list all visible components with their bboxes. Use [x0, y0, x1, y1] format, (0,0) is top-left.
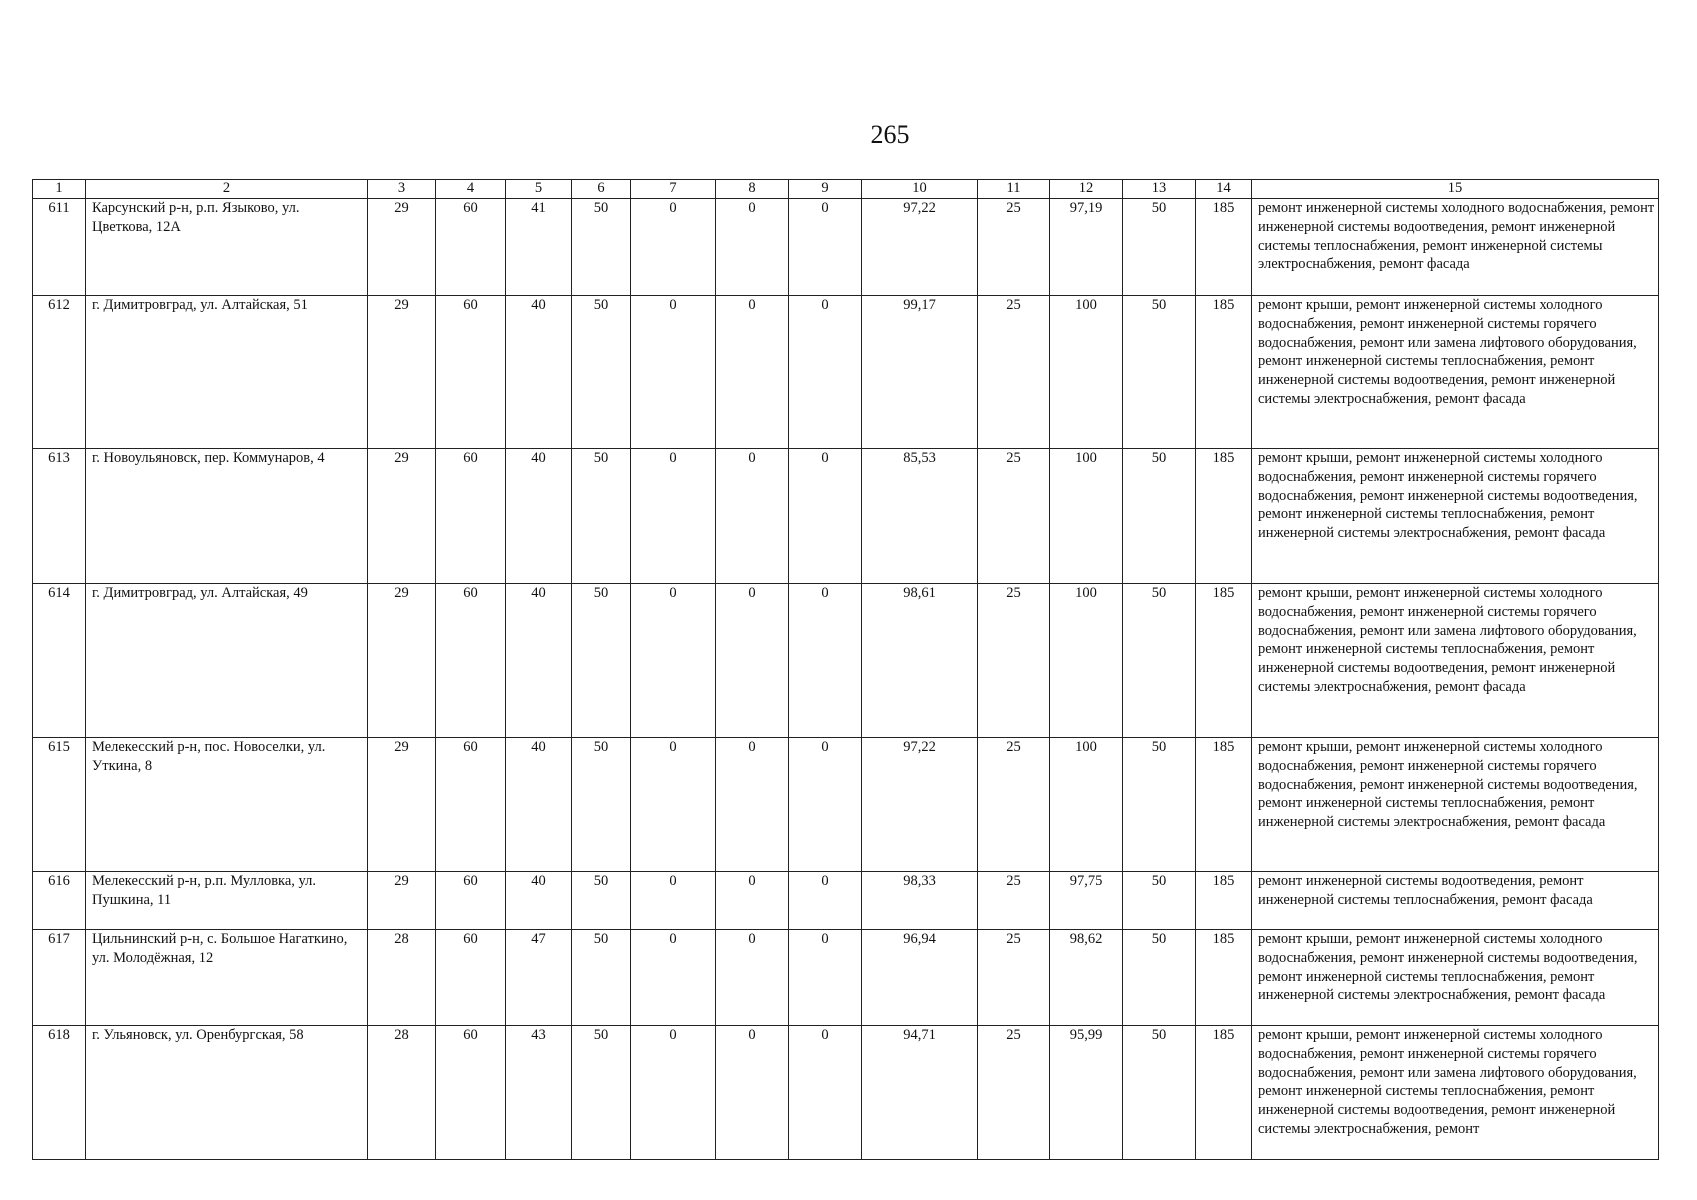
value-cell: 185 [1196, 872, 1252, 930]
value-cell: 29 [368, 296, 436, 449]
value-cell: 28 [368, 1026, 436, 1160]
work-description-cell: ремонт крыши, ремонт инженерной системы холодного водоснабжения, ремонт инженерной системы горячего водоснабжения, ремонт инженерной системы водоотведения, ремонт инженерной системы теплоснабжения, ремонт инженерной системы электроснабжения, ремонт фасада [1252, 449, 1659, 584]
value-cell: 0 [789, 449, 862, 584]
value-cell: 185 [1196, 199, 1252, 296]
value-cell: 50 [1123, 199, 1196, 296]
address-cell: г. Ульяновск, ул. Оренбургская, 58 [86, 1026, 368, 1160]
value-cell: 97,22 [862, 199, 978, 296]
column-header: 4 [436, 180, 506, 199]
value-cell: 97,19 [1050, 199, 1123, 296]
value-cell: 98,62 [1050, 930, 1123, 1026]
value-cell: 41 [506, 199, 572, 296]
value-cell: 96,94 [862, 930, 978, 1026]
page-number: 265 [870, 120, 910, 149]
value-cell: 185 [1196, 930, 1252, 1026]
column-header: 3 [368, 180, 436, 199]
address-cell: г. Димитровград, ул. Алтайская, 49 [86, 584, 368, 738]
header-row [33, 180, 1659, 199]
value-cell: 60 [436, 738, 506, 872]
work-description-cell: ремонт крыши, ремонт инженерной системы холодного водоснабжения, ремонт инженерной системы горячего водоснабжения, ремонт инженерной системы водоотведения, ремонт инженерной системы теплоснабжения, ремонт инженерной системы электроснабжения, ремонт фасада [1252, 738, 1659, 872]
column-header: 10 [862, 180, 978, 199]
table-row [33, 930, 1659, 1026]
address-cell: Цильнинский р-н, с. Большое Нагаткино, ул. Молодёжная, 12 [86, 930, 368, 1026]
value-cell: 50 [572, 584, 631, 738]
value-cell: 0 [631, 930, 716, 1026]
row-number-cell: 614 [33, 584, 86, 738]
value-cell: 40 [506, 449, 572, 584]
column-header: 7 [631, 180, 716, 199]
value-cell: 60 [436, 930, 506, 1026]
row-number-cell: 616 [33, 872, 86, 930]
value-cell: 50 [572, 738, 631, 872]
value-cell: 47 [506, 930, 572, 1026]
value-cell: 25 [978, 199, 1050, 296]
value-cell: 25 [978, 930, 1050, 1026]
value-cell: 0 [631, 1026, 716, 1160]
value-cell: 99,17 [862, 296, 978, 449]
value-cell: 0 [716, 199, 789, 296]
value-cell: 50 [572, 1026, 631, 1160]
value-cell: 50 [1123, 584, 1196, 738]
work-description-cell: ремонт крыши, ремонт инженерной системы холодного водоснабжения, ремонт инженерной системы горячего водоснабжения, ремонт или замена лифтового оборудования, ремонт инженерной системы теплоснабжения, ремонт инженерной системы водоотведения, ремонт инженерной системы электроснабжения, ремонт фасада [1252, 584, 1659, 738]
value-cell: 25 [978, 738, 1050, 872]
address-cell: г. Димитровград, ул. Алтайская, 51 [86, 296, 368, 449]
value-cell: 97,75 [1050, 872, 1123, 930]
work-description-cell: ремонт крыши, ремонт инженерной системы холодного водоснабжения, ремонт инженерной системы горячего водоснабжения, ремонт или замена лифтового оборудования, ремонт инженерной системы теплоснабжения, ремонт инженерной системы водоотведения, ремонт инженерной системы электроснабжения, ремонт фасада [1252, 296, 1659, 449]
work-description-cell: ремонт инженерной системы водоотведения, ремонт инженерной системы теплоснабжения, ремонт фасада [1252, 872, 1659, 930]
column-header: 14 [1196, 180, 1252, 199]
value-cell: 40 [506, 584, 572, 738]
value-cell: 50 [1123, 738, 1196, 872]
value-cell: 0 [789, 930, 862, 1026]
value-cell: 0 [716, 930, 789, 1026]
table-row [33, 449, 1659, 584]
row-number-cell: 617 [33, 930, 86, 1026]
value-cell: 60 [436, 296, 506, 449]
value-cell: 60 [436, 872, 506, 930]
value-cell: 25 [978, 584, 1050, 738]
value-cell: 0 [789, 872, 862, 930]
value-cell: 25 [978, 296, 1050, 449]
column-header: 13 [1123, 180, 1196, 199]
column-header: 2 [86, 180, 368, 199]
column-header: 1 [33, 180, 86, 199]
value-cell: 50 [572, 930, 631, 1026]
value-cell: 60 [436, 584, 506, 738]
column-header: 15 [1252, 180, 1659, 199]
value-cell: 28 [368, 930, 436, 1026]
value-cell: 0 [631, 738, 716, 872]
value-cell: 50 [1123, 872, 1196, 930]
address-cell: Карсунский р-н, р.п. Языково, ул. Цветкова, 12А [86, 199, 368, 296]
work-description-cell: ремонт инженерной системы холодного водоснабжения, ремонт инженерной системы водоотведения, ремонт инженерной системы теплоснабжения, ремонт инженерной системы электроснабжения, ремонт фасада [1252, 199, 1659, 296]
value-cell: 40 [506, 296, 572, 449]
value-cell: 0 [789, 296, 862, 449]
value-cell: 50 [1123, 1026, 1196, 1160]
value-cell: 0 [631, 296, 716, 449]
value-cell: 185 [1196, 584, 1252, 738]
table-row [33, 872, 1659, 930]
value-cell: 0 [789, 199, 862, 296]
column-header: 5 [506, 180, 572, 199]
value-cell: 0 [716, 1026, 789, 1160]
value-cell: 95,99 [1050, 1026, 1123, 1160]
value-cell: 29 [368, 872, 436, 930]
value-cell: 100 [1050, 296, 1123, 449]
column-header: 8 [716, 180, 789, 199]
value-cell: 98,33 [862, 872, 978, 930]
row-number-cell: 618 [33, 1026, 86, 1160]
column-header: 9 [789, 180, 862, 199]
value-cell: 60 [436, 199, 506, 296]
value-cell: 94,71 [862, 1026, 978, 1160]
table-row [33, 738, 1659, 872]
value-cell: 85,53 [862, 449, 978, 584]
value-cell: 0 [789, 738, 862, 872]
address-cell: Мелекесский р-н, пос. Новоселки, ул. Уткина, 8 [86, 738, 368, 872]
value-cell: 0 [716, 449, 789, 584]
column-header: 6 [572, 180, 631, 199]
value-cell: 0 [631, 449, 716, 584]
work-description-cell: ремонт крыши, ремонт инженерной системы холодного водоснабжения, ремонт инженерной системы горячего водоснабжения, ремонт или замена лифтового оборудования, ремонт инженерной системы теплоснабжения, ремонт инженерной системы водоотведения, ремонт инженерной системы электроснабжения, ремонт [1252, 1026, 1659, 1160]
value-cell: 50 [572, 199, 631, 296]
value-cell: 29 [368, 738, 436, 872]
table-body [33, 199, 1659, 1160]
column-header: 11 [978, 180, 1050, 199]
value-cell: 50 [572, 872, 631, 930]
value-cell: 0 [631, 584, 716, 738]
address-cell: г. Новоульяновск, пер. Коммунаров, 4 [86, 449, 368, 584]
row-number-cell: 612 [33, 296, 86, 449]
row-number-cell: 615 [33, 738, 86, 872]
row-number-cell: 611 [33, 199, 86, 296]
value-cell: 25 [978, 449, 1050, 584]
value-cell: 100 [1050, 738, 1123, 872]
value-cell: 29 [368, 449, 436, 584]
value-cell: 185 [1196, 1026, 1252, 1160]
address-cell: Мелекесский р-н, р.п. Мулловка, ул. Пушкина, 11 [86, 872, 368, 930]
value-cell: 29 [368, 199, 436, 296]
value-cell: 0 [716, 872, 789, 930]
column-header: 12 [1050, 180, 1123, 199]
value-cell: 0 [789, 1026, 862, 1160]
value-cell: 29 [368, 584, 436, 738]
value-cell: 0 [716, 296, 789, 449]
value-cell: 50 [1123, 296, 1196, 449]
value-cell: 0 [789, 584, 862, 738]
value-cell: 97,22 [862, 738, 978, 872]
value-cell: 100 [1050, 449, 1123, 584]
value-cell: 50 [572, 296, 631, 449]
value-cell: 185 [1196, 449, 1252, 584]
value-cell: 50 [1123, 930, 1196, 1026]
table-row [33, 296, 1659, 449]
value-cell: 50 [572, 449, 631, 584]
work-description-cell: ремонт крыши, ремонт инженерной системы холодного водоснабжения, ремонт инженерной системы водоотведения, ремонт инженерной системы теплоснабжения, ремонт инженерной системы электроснабжения, ремонт фасада [1252, 930, 1659, 1026]
value-cell: 185 [1196, 296, 1252, 449]
value-cell: 40 [506, 872, 572, 930]
table-row [33, 199, 1659, 296]
register-table [32, 179, 1659, 1160]
value-cell: 43 [506, 1026, 572, 1160]
table-row [33, 1026, 1659, 1160]
value-cell: 50 [1123, 449, 1196, 584]
value-cell: 0 [631, 872, 716, 930]
value-cell: 60 [436, 449, 506, 584]
value-cell: 100 [1050, 584, 1123, 738]
value-cell: 25 [978, 872, 1050, 930]
value-cell: 0 [716, 584, 789, 738]
value-cell: 98,61 [862, 584, 978, 738]
value-cell: 25 [978, 1026, 1050, 1160]
value-cell: 60 [436, 1026, 506, 1160]
value-cell: 0 [716, 738, 789, 872]
value-cell: 0 [631, 199, 716, 296]
value-cell: 40 [506, 738, 572, 872]
table-row [33, 584, 1659, 738]
value-cell: 185 [1196, 738, 1252, 872]
row-number-cell: 613 [33, 449, 86, 584]
